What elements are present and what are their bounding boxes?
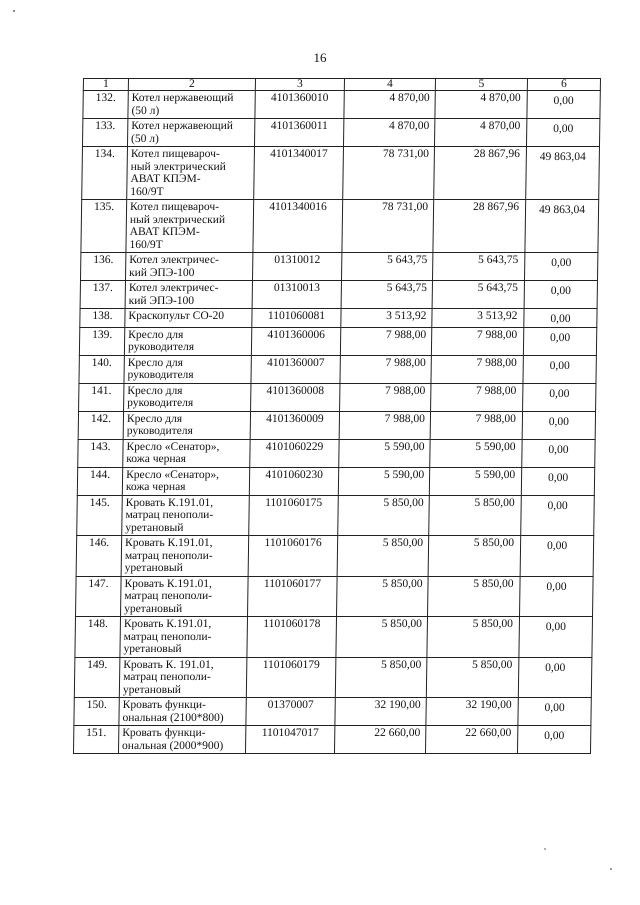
item-name-cell: Кресло «Сенатор», кожа черная	[123, 439, 250, 467]
residual-value-cell: 0,00	[522, 439, 595, 467]
residual-value-cell: 0,00	[521, 495, 595, 536]
row-number-cell: 135.	[81, 200, 127, 253]
depreciation-cell: 4 870,00	[435, 91, 527, 119]
item-name-cell: Кресло для руководителя	[123, 411, 250, 439]
depreciation-cell: 7 988,00	[430, 411, 522, 439]
table-row	[82, 119, 599, 147]
residual-value-cell: 0,00	[518, 698, 591, 726]
residual-value-cell: 49 863,04	[526, 147, 600, 200]
table-row	[74, 698, 591, 726]
inventory-code-cell: 4101360009	[250, 411, 339, 439]
row-number-cell: 149.	[74, 657, 120, 698]
inventory-code-cell: 4101360008	[251, 383, 340, 411]
table-row	[78, 411, 595, 439]
depreciation-cell: 5 850,00	[429, 495, 522, 536]
item-name-cell: Кресло «Сенатор», кожа черная	[122, 467, 249, 495]
inventory-code-cell: 1101047017	[245, 726, 334, 754]
item-name-cell: Кресло для руководителя	[124, 383, 251, 411]
scan-speck	[13, 10, 15, 12]
book-value-cell: 78 731,00	[342, 200, 434, 253]
depreciation-cell: 5 850,00	[428, 536, 521, 577]
row-number-cell: 145.	[77, 495, 123, 536]
inventory-code-cell: 4101360006	[251, 327, 340, 355]
depreciation-cell: 32 190,00	[426, 698, 518, 726]
inventory-code-cell: 1101060176	[248, 536, 338, 577]
column-header-4: 4	[344, 79, 435, 91]
book-value-cell: 5 643,75	[341, 253, 432, 281]
table-row	[80, 253, 597, 281]
book-value-cell: 78 731,00	[343, 147, 435, 200]
depreciation-cell: 28 867,96	[434, 147, 527, 200]
table-row	[74, 657, 592, 698]
table-row	[83, 91, 600, 119]
table-row	[79, 327, 596, 355]
table-row	[76, 576, 594, 617]
book-value-cell: 5 850,00	[336, 617, 428, 658]
item-name-cell: Кровать функци- ональная (2000*900)	[118, 726, 245, 754]
residual-value-cell: 0,00	[520, 576, 594, 617]
table-row	[75, 617, 593, 658]
item-name-cell: Котел пищевароч- ный электрический АВАТ КПЭМ- 160/9Т	[127, 147, 255, 200]
book-value-cell: 5 590,00	[339, 439, 430, 467]
column-header-5: 5	[435, 79, 527, 91]
item-name-cell: Кресло для руководителя	[124, 355, 251, 383]
item-name-cell: Котел электричес- кий ЭПЭ-100	[125, 253, 252, 281]
row-number-cell: 139.	[79, 327, 124, 355]
residual-value-cell: 0,00	[523, 327, 596, 355]
column-header-6: 6	[527, 79, 600, 91]
book-value-cell: 5 643,75	[341, 281, 432, 309]
row-number-cell: 134.	[82, 147, 128, 200]
row-number-cell: 150.	[74, 698, 119, 726]
table-row	[78, 439, 595, 467]
residual-value-cell: 0,00	[518, 657, 592, 698]
column-header-2: 2	[128, 79, 255, 91]
page-number: 16	[313, 50, 327, 65]
table-row	[82, 147, 600, 200]
table-row	[77, 495, 595, 536]
depreciation-cell: 5 850,00	[428, 576, 521, 617]
row-number-cell: 146.	[76, 536, 122, 577]
depreciation-cell: 5 590,00	[430, 439, 522, 467]
residual-value-cell: 0,00	[526, 119, 599, 147]
book-value-cell: 4 870,00	[344, 91, 435, 119]
residual-value-cell: 0,00	[521, 467, 594, 495]
inventory-code-cell: 4101340016	[253, 200, 343, 253]
row-number-cell: 141.	[79, 383, 124, 411]
table-row	[77, 467, 594, 495]
depreciation-cell: 5 643,75	[432, 253, 524, 281]
depreciation-cell: 5 850,00	[426, 657, 519, 698]
residual-value-cell: 0,00	[520, 536, 594, 577]
inventory-code-cell: 01310013	[252, 281, 341, 309]
inventory-code-cell: 4101060229	[250, 439, 339, 467]
book-value-cell: 32 190,00	[335, 698, 426, 726]
column-header-1: 1	[83, 79, 128, 91]
residual-value-cell: 0,00	[524, 253, 597, 281]
inventory-code-cell: 4101060230	[249, 467, 338, 495]
table-row	[80, 281, 597, 309]
row-number-cell: 142.	[78, 411, 123, 439]
column-header-row	[83, 79, 600, 91]
row-number-cell: 133.	[82, 119, 127, 147]
residual-value-cell: 0,00	[519, 617, 593, 658]
book-value-cell: 7 988,00	[340, 327, 431, 355]
residual-value-cell: 0,00	[523, 355, 596, 383]
depreciation-cell: 22 660,00	[425, 726, 517, 754]
row-number-cell: 137.	[80, 281, 125, 309]
residual-value-cell: 0,00	[517, 726, 590, 754]
depreciation-cell: 5 643,75	[432, 281, 524, 309]
depreciation-cell: 7 988,00	[431, 383, 523, 411]
item-name-cell: Кровать функци- ональная (2100*800)	[119, 698, 246, 726]
book-value-cell: 7 988,00	[339, 411, 430, 439]
table-row	[81, 200, 599, 253]
inventory-code-cell: 1101060178	[247, 617, 337, 658]
depreciation-cell: 4 870,00	[434, 119, 526, 147]
item-name-cell: Котел нержавеющий (50 л)	[128, 91, 255, 119]
inventory-code-cell: 4101360011	[254, 119, 343, 147]
inventory-code-cell: 4101340017	[254, 147, 344, 200]
book-value-cell: 5 590,00	[338, 467, 429, 495]
table-row	[76, 536, 594, 577]
residual-value-cell: 0,00	[523, 383, 596, 411]
table-row	[80, 309, 597, 328]
table-row	[79, 355, 596, 383]
table-row	[79, 383, 596, 411]
depreciation-cell: 5 850,00	[427, 617, 520, 658]
book-value-cell: 7 988,00	[340, 355, 431, 383]
row-number-cell: 136.	[80, 253, 125, 281]
inventory-code-cell: 1101060177	[248, 576, 338, 617]
book-value-cell: 3 513,92	[341, 309, 432, 328]
row-number-cell: 132.	[83, 91, 128, 119]
row-number-cell: 140.	[79, 355, 124, 383]
residual-value-cell: 0,00	[524, 281, 597, 309]
column-header-3: 3	[255, 79, 344, 91]
row-number-cell: 143.	[78, 439, 123, 467]
book-value-cell: 5 850,00	[337, 536, 429, 577]
depreciation-cell: 3 513,92	[432, 309, 524, 328]
item-name-cell: Котел пищевароч- ный электрический АВАТ КПЭМ- 160/9Т	[126, 200, 254, 253]
inventory-code-cell: 4101360010	[255, 91, 344, 119]
inventory-code-cell: 1101060175	[249, 495, 339, 536]
row-number-cell: 148.	[75, 617, 121, 658]
row-number-cell: 144.	[77, 467, 122, 495]
book-value-cell: 4 870,00	[343, 119, 434, 147]
item-name-cell: Кровать К.191.01, матрац пенополи- уретановый	[121, 576, 249, 617]
scan-speck	[610, 868, 612, 870]
depreciation-cell: 7 988,00	[431, 327, 523, 355]
item-name-cell: Кровать К. 191.01, матрац пенополи- уретановый	[119, 657, 247, 698]
residual-value-cell: 0,00	[522, 411, 595, 439]
depreciation-cell: 7 988,00	[431, 355, 523, 383]
depreciation-cell: 5 590,00	[429, 467, 521, 495]
item-name-cell: Котел электричес- кий ЭПЭ-100	[125, 281, 252, 309]
item-name-cell: Краскопульт СО-20	[125, 309, 252, 328]
book-value-cell: 5 850,00	[335, 657, 427, 698]
table-row	[73, 726, 590, 754]
book-value-cell: 22 660,00	[334, 726, 425, 754]
book-value-cell: 7 988,00	[340, 383, 431, 411]
inventory-code-cell: 01370007	[246, 698, 335, 726]
row-number-cell: 151.	[73, 726, 118, 754]
item-name-cell: Котел нержавеющий (50 л)	[127, 119, 254, 147]
inventory-code-cell: 1101060179	[246, 657, 336, 698]
book-value-cell: 5 850,00	[338, 495, 430, 536]
residual-value-cell: 0,00	[527, 91, 600, 119]
item-name-cell: Кровать К.191.01, матрац пенополи- уретановый	[121, 536, 249, 577]
book-value-cell: 5 850,00	[337, 576, 429, 617]
item-name-cell: Кровать К.191.01, матрац пенополи- уретановый	[120, 617, 248, 658]
inventory-code-cell: 4101360007	[251, 355, 340, 383]
inventory-table	[73, 78, 601, 754]
inventory-code-cell: 01310012	[252, 253, 341, 281]
residual-value-cell: 49 863,04	[525, 200, 599, 253]
inventory-code-cell: 1101060081	[252, 309, 341, 328]
scan-speck	[544, 848, 546, 850]
item-name-cell: Кресло для руководителя	[124, 327, 251, 355]
inventory-table-wrapper	[73, 78, 601, 754]
row-number-cell: 147.	[76, 576, 122, 617]
depreciation-cell: 28 867,96	[433, 200, 526, 253]
residual-value-cell: 0,00	[524, 309, 597, 328]
table-body	[73, 91, 600, 754]
item-name-cell: Кровать К.191.01, матрац пенополи- уретановый	[122, 495, 250, 536]
row-number-cell: 138.	[80, 309, 125, 328]
